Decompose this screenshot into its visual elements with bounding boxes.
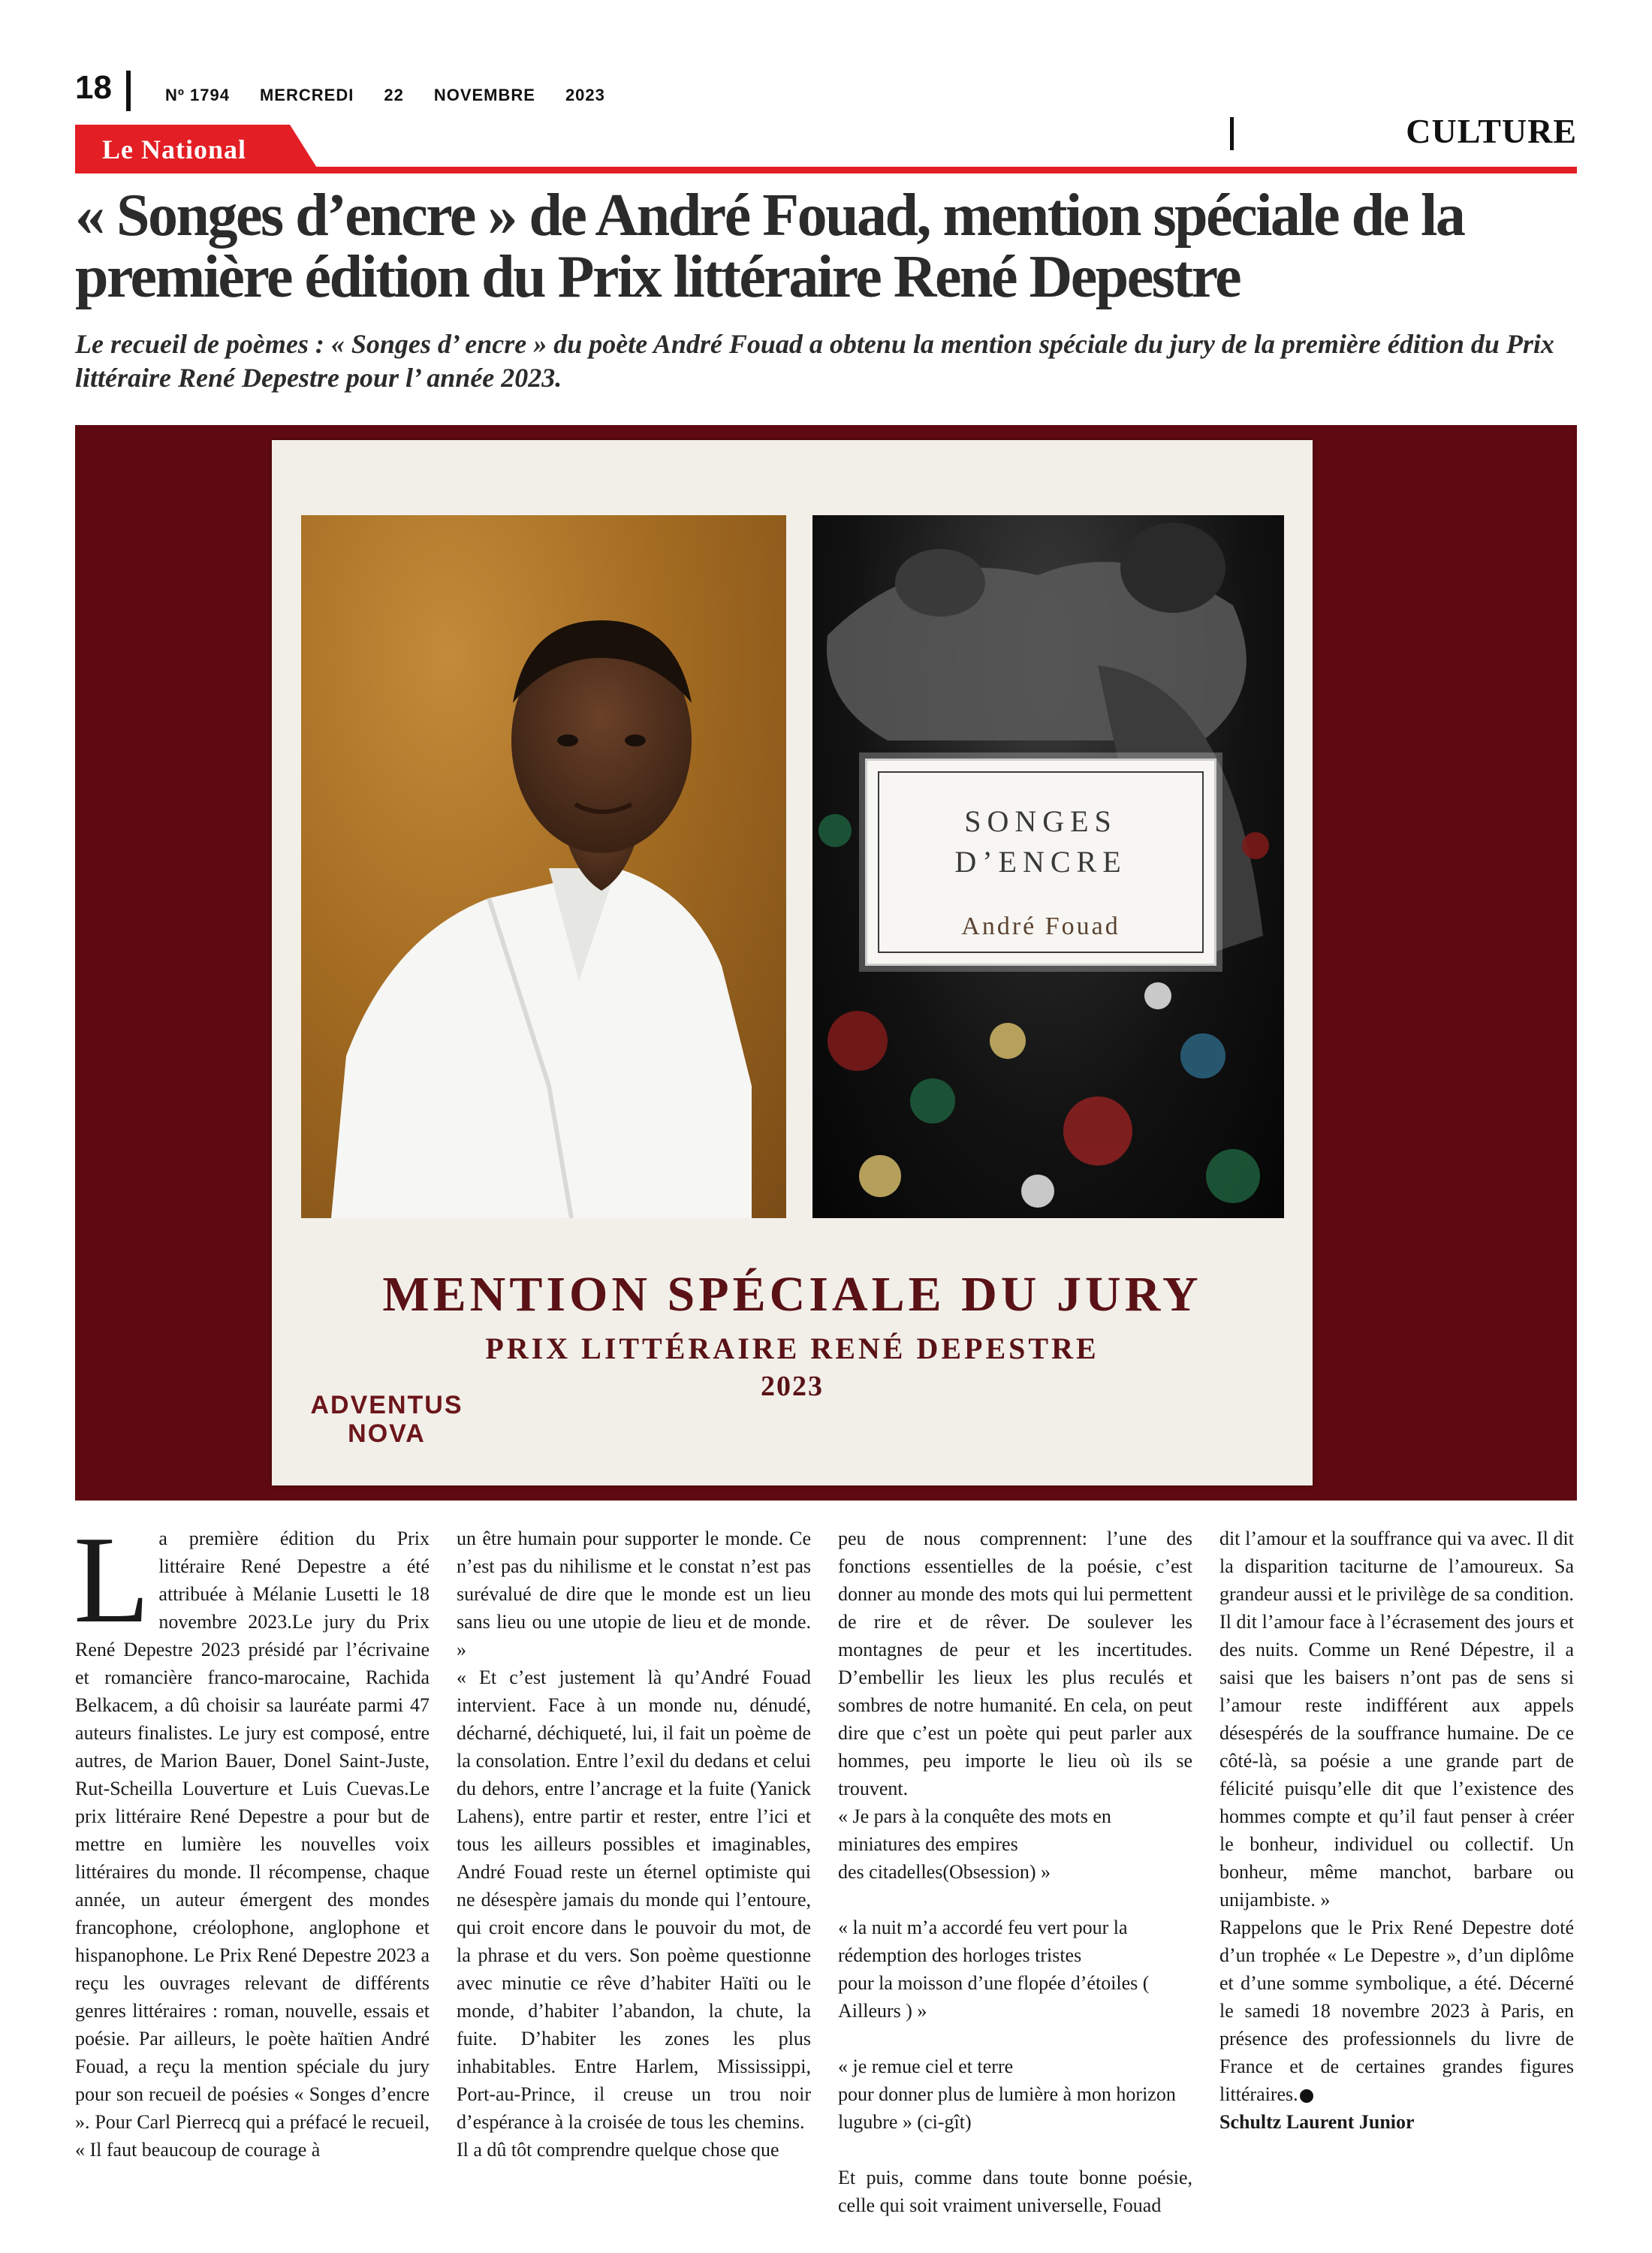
header-rule: [75, 167, 1577, 173]
poem-quote-line: « la nuit m’a accordé feu vert pour la rédemption des horloges tristes: [838, 1917, 1128, 1966]
author-portrait-illustration: [301, 515, 786, 1218]
issue-line: [165, 86, 605, 105]
section-divider: [1230, 117, 1234, 150]
article-standfirst: Le recueil de poèmes : « Songes d’ encre » du poète André Fouad a obtenu la mention spéciale du jury de la première édition du Prix littéraire René Depestre pour l’ année 2023.: [75, 329, 1554, 393]
paragraph: Il a dû tôt comprendre quelque chose que: [457, 2139, 779, 2161]
issue-day: MERCREDI: [259, 86, 354, 104]
poem-quote-line: pour la moisson d’une flopée d’étoiles ( Ailleurs ) »: [838, 1972, 1150, 2022]
paragraph: Et puis, comme dans toute bonne poésie, celle qui soit vraiment universelle, Fouad: [838, 2167, 1192, 2216]
book-cover-title-card: [865, 759, 1216, 966]
end-of-article-icon: [1300, 2089, 1313, 2103]
article-headline: « Songes d’encre » de André Fouad, mention spéciale de la première édition du Prix littéraire René Depestre: [75, 182, 1464, 310]
publisher-line-1: ADVENTUS: [310, 1391, 463, 1419]
spacer: [838, 2136, 1192, 2164]
section-label: CULTURE: [1406, 112, 1577, 150]
poem-quote-line: « Je pars à la conquête des mots en miniatures des empires: [838, 1805, 1111, 1855]
issue-date-day: 22: [384, 86, 404, 104]
award-prize-name: PRIX LITTÉRAIRE RENÉ DEPESTRE: [485, 1332, 1099, 1365]
poem-quote-line: « je remue ciel et terre: [838, 2055, 1014, 2077]
book-cover-title-frame: [878, 771, 1204, 953]
article-column-4: [1219, 1525, 1574, 2136]
book-title-line-2: D’ENCRE: [954, 845, 1127, 879]
article-column-2: [457, 1525, 811, 2164]
paragraph: un être humain pour supporter le monde. Ce n’est pas du nihilisme et le constat n’est pas surévalué de dire que le monde est un lieu sans lieu ou une utopie de lieu et de monde. »: [457, 1528, 811, 1660]
award-title: MENTION SPÉCIALE DU JURY: [382, 1267, 1202, 1322]
article-column-1: [74, 1510, 430, 2164]
publisher-line-2: NOVA: [348, 1419, 426, 1448]
spacer: [838, 1886, 1192, 1914]
book-title-line-1: SONGES: [964, 804, 1117, 838]
book-cover: [812, 515, 1284, 1218]
spacer: [838, 2025, 1192, 2052]
paragraph-final: [1219, 1914, 1574, 2108]
book-author: André Fouad: [961, 912, 1120, 940]
award-year: 2023: [761, 1371, 824, 1402]
issue-year: 2023: [565, 86, 605, 104]
drop-cap: L: [74, 1510, 150, 1648]
paragraph: dit l’amour et la souffrance qui va avec. Il dit la disparition taciturne de l’amoureux. Sa grandeur aussi et le privilège de sa condition. Il dit l’amour face à l’écrasement des jours et des nuits. Comme un René Dépestre, il a saisi que les baisers n’ont pas de sens si l’amour reste indifférent aux appels désespérés de la souffrance humaine. De ce côté-là, sa poésie a une grande part de félicité puisqu’elle dit que l’existence des hommes compte et qu’il faut penser à créer le bonheur, individuel ou collectif. Un bonheur, même manchot, barbare ou unijambiste. »: [1219, 1528, 1574, 1911]
article-byline: Schultz Laurent Junior: [1219, 2111, 1415, 2133]
award-poster: [272, 440, 1313, 1485]
publisher-logo: [293, 1391, 481, 1448]
issue-number: Nº 1794: [165, 86, 230, 104]
poem-quote-line: pour donner plus de lumière à mon horizon lugubre » (ci-gît): [838, 2083, 1176, 2133]
paragraph: a première édition du Prix littéraire René Depestre a été attribuée à Mélanie Lusetti le 18 novembre 2023.Le jury du Prix René Depestre 2023 présidé par l’écrivaine et romancière franco-marocaine, Rachida Belkacem, a dû choisir sa lauréate parmi 47 auteurs finalistes. Le jury est composé, entre autres, de Marion Bauer, Donel Saint-Juste, Rut-Scheilla Louverture et Luis Cuevas.Le prix littéraire René Depestre a pour but de mettre en lumière les nouvelles voix littéraires du monde. Il récompense, chaque année, un auteur émergent des mondes francophone, créolophone, anglophone et hispanophone. Le Prix René Depestre 2023 a reçu les ouvrages relevant de différents genres littéraires : roman, nouvelle, essais et poésie. Par ailleurs, le poète haïtien André Fouad, a reçu la mention spéciale du jury pour son recueil de poésies « Songes d’encre ». Pour Carl Pierrecq qui a préfacé le recueil, « Il faut beaucoup de courage à: [75, 1528, 430, 2161]
page-number-divider: [126, 71, 131, 111]
paragraph: peu de nous comprennent: l’une des fonctions essentielles de la poésie, c’est donner au monde des mots qui lui permettent de rire et de rêver. De soulever les montagnes de peur et les incertitudes. D’embellir les lieux les plus reculés et sombres de notre humanité. En cela, on peut dire que c’est un poète qui peut parler aux hommes, peu importe le lieu où ils se trouvent.: [838, 1528, 1192, 1799]
issue-month: NOVEMBRE: [433, 86, 535, 104]
paragraph-final-text: Rappelons que le Prix René Depestre doté d’un trophée « Le Depestre », d’un diplôme et d’une somme symbolique, a été. Décerné le samedi 18 novembre 2023 à Paris, en présence des professionnels du livre de France et de certaines grandes figures littéraires.: [1219, 1917, 1574, 2105]
author-portrait: [301, 515, 786, 1218]
newspaper-logo: Le National: [102, 134, 247, 164]
page-number: 18: [75, 69, 112, 106]
article-column-3: [838, 1525, 1192, 2219]
paragraph: « Et c’est justement là qu’André Fouad intervient. Face à un monde nu, dénudé, décharné, déchiqueté, lui, il fait un poème de la consolation. Entre l’exil du dedans et celui du dehors, entre l’ancrage et la fuite (Yanick Lahens), entre partir et rester, entre l’ici et tous les ailleurs possibles et imaginables, André Fouad reste un éternel optimiste qui ne désespère jamais du monde qui l’entoure, qui croit encore dans le pouvoir du mot, de la phrase et du vers. Son poème questionne avec minutie ce rêve d’habiter Haïti ou le monde, d’habiter l’abandon, la chute, la fuite. D’habiter les zones les plus inhabitables. Entre Harlem, Mississippi, Port-au-Prince, il creuse un trou noir d’espérance à la croisée de tous les chemins.: [457, 1666, 811, 2133]
poem-quote-line: des citadelles(Obsession) »: [838, 1861, 1051, 1883]
